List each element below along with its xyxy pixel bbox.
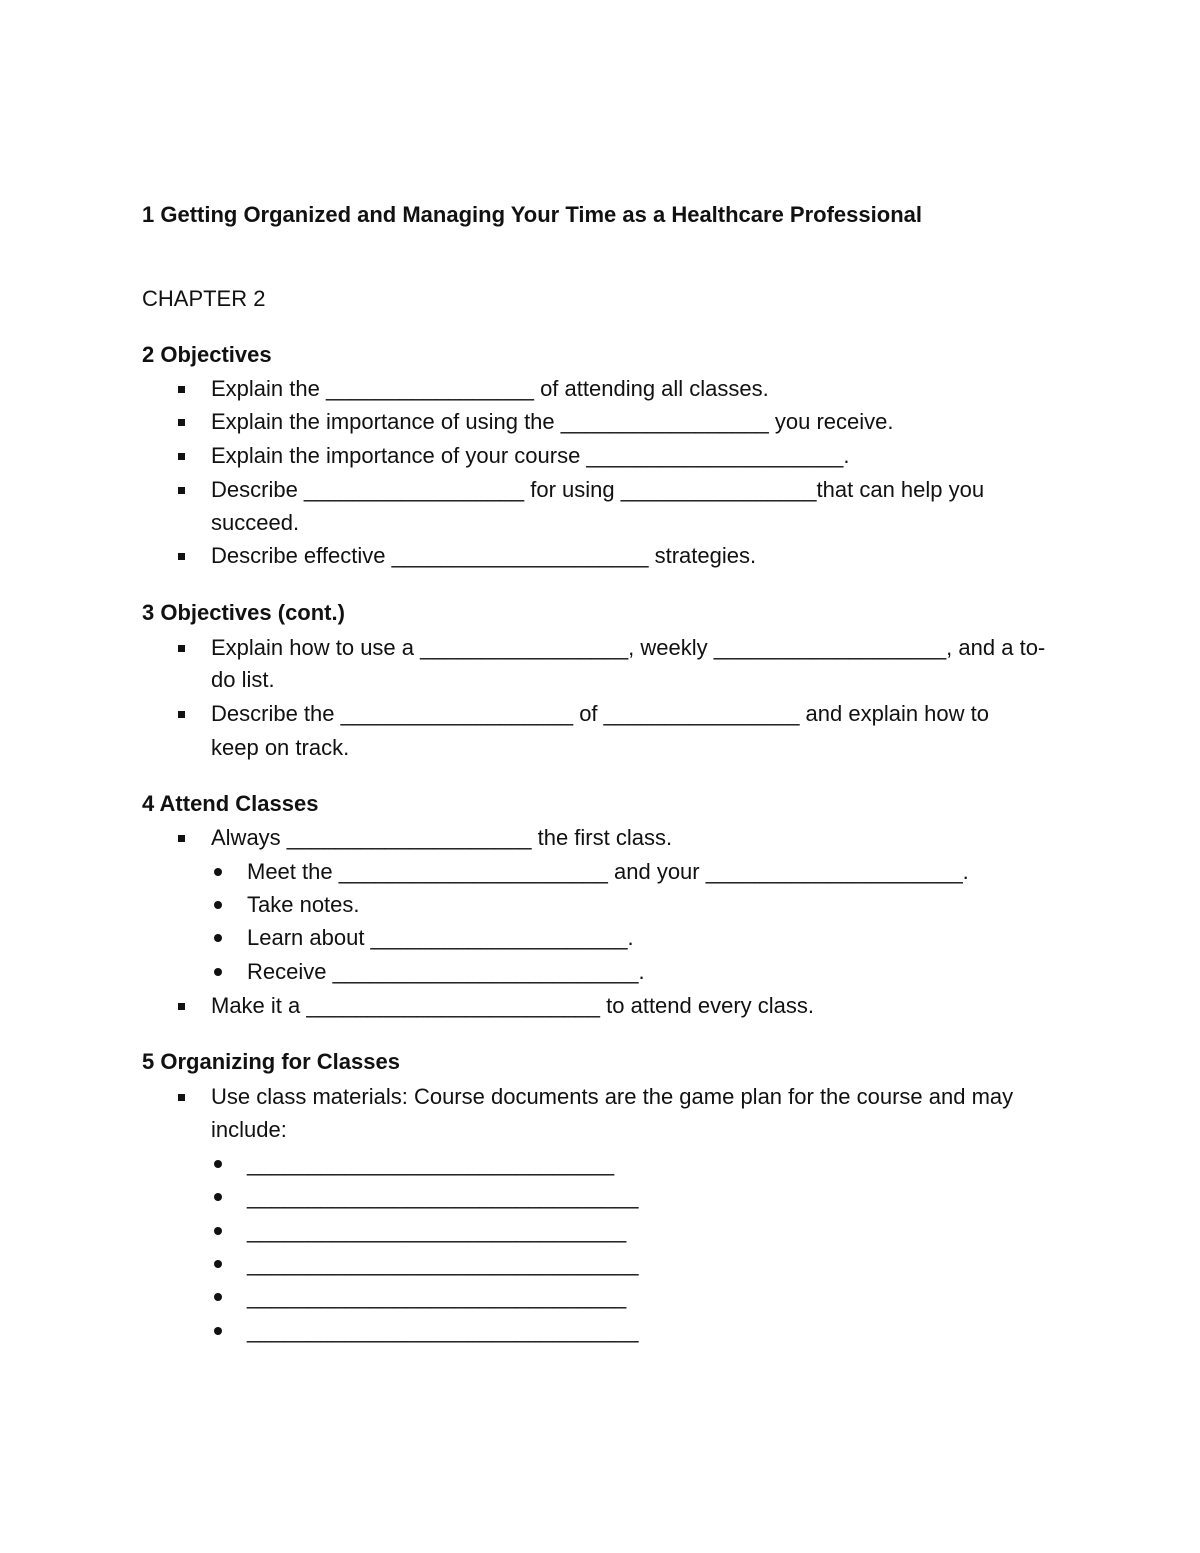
list-item: Use class materials: Course documents are the game plan for the course and may	[142, 1083, 1013, 1111]
list-item: Always ____________________ the first class.	[142, 824, 672, 852]
sub-list-item: Receive _________________________.	[142, 958, 645, 986]
round-bullet-icon	[214, 901, 222, 909]
list-item: Describe effective _____________________ strategies.	[142, 542, 756, 570]
list-item: Explain the _________________ of attending all classes.	[142, 375, 769, 403]
sub-list-item: _______________________________	[142, 1283, 626, 1311]
chapter-label: CHAPTER 2	[142, 286, 266, 311]
round-bullet-icon	[214, 1193, 222, 1201]
round-bullet-icon	[214, 1160, 222, 1168]
sub-list-item: ______________________________	[142, 1150, 614, 1178]
list-item-continuation: succeed.	[211, 510, 300, 535]
sub-list-item: Take notes.	[142, 891, 360, 919]
square-bullet-icon	[178, 645, 185, 652]
document-title: 1 Getting Organized and Managing Your Time as a Healthcare Professional	[142, 202, 922, 227]
section-heading-attend-classes: 4 Attend Classes	[142, 791, 319, 816]
square-bullet-icon	[178, 711, 185, 718]
square-bullet-icon	[178, 487, 185, 494]
round-bullet-icon	[214, 868, 222, 876]
square-bullet-icon	[178, 453, 185, 460]
square-bullet-icon	[178, 386, 185, 393]
round-bullet-icon	[214, 1227, 222, 1235]
square-bullet-icon	[178, 1003, 185, 1010]
square-bullet-icon	[178, 835, 185, 842]
square-bullet-icon	[178, 1094, 185, 1101]
section-heading-organizing-for-classes: 5 Organizing for Classes	[142, 1049, 400, 1074]
round-bullet-icon	[214, 1293, 222, 1301]
sub-list-item: ________________________________	[142, 1317, 639, 1345]
list-item: Describe the ___________________ of ________________ and explain how to	[142, 700, 989, 728]
sub-list-item: _______________________________	[142, 1217, 626, 1245]
round-bullet-icon	[214, 934, 222, 942]
round-bullet-icon	[214, 1260, 222, 1268]
round-bullet-icon	[214, 1327, 222, 1335]
list-item-continuation: keep on track.	[211, 735, 350, 760]
list-item-continuation: include:	[211, 1117, 287, 1142]
square-bullet-icon	[178, 419, 185, 426]
sub-list-item: Learn about _____________________.	[142, 924, 634, 952]
section-heading-objectives: 2 Objectives	[142, 342, 272, 367]
list-item: Make it a ________________________ to attend every class.	[142, 992, 814, 1020]
sub-list-item: ________________________________	[142, 1183, 639, 1211]
list-item-continuation: do list.	[211, 667, 275, 692]
sub-list-item: Meet the ______________________ and your _____________________.	[142, 858, 969, 886]
list-item: Describe __________________ for using ________________that can help you	[142, 476, 984, 504]
section-heading-objectives-cont: 3 Objectives (cont.)	[142, 600, 345, 625]
round-bullet-icon	[214, 968, 222, 976]
square-bullet-icon	[178, 553, 185, 560]
list-item: Explain how to use a _________________, weekly ___________________, and a to-	[142, 634, 1045, 662]
sub-list-item: ________________________________	[142, 1250, 639, 1278]
list-item: Explain the importance of your course _____________________.	[142, 442, 849, 470]
list-item: Explain the importance of using the _________________ you receive.	[142, 408, 894, 436]
